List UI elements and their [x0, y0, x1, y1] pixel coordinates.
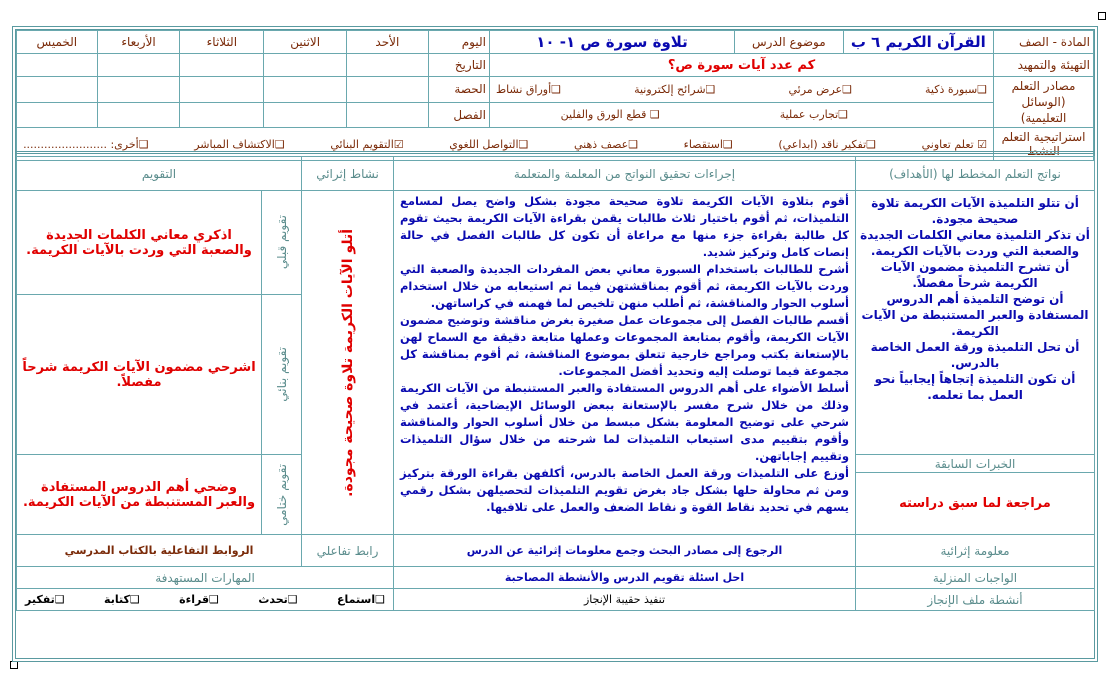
period-label: الحصة	[428, 77, 489, 103]
period-cell-monday[interactable]	[264, 77, 347, 103]
skill-writing-checkbox[interactable]: ❑كتابة	[104, 593, 140, 606]
date-label: التاريخ	[428, 54, 489, 77]
eval-form-value[interactable]: اشرحي مضمون الآيات الكريمة شرحاً مفصلاً.	[17, 295, 262, 455]
intro-value[interactable]: كم عدد آيات سورة ص؟	[489, 54, 993, 77]
enrichment-cell	[302, 191, 394, 535]
day-thursday: الخميس	[17, 31, 98, 54]
outcome-item: أن تحل التلميذة ورقة العمل الخاصة بالدرس.	[870, 340, 1080, 370]
outcome-item: أن تتلو التلميذة الآيات الكريمة تلاوة صحيحة مجودة.	[871, 196, 1079, 226]
strategy-cooperative-checkbox[interactable]: ☑ تعلم تعاوني	[921, 137, 988, 151]
topic-value[interactable]: تلاوة سورة ص ١- ١٠	[489, 31, 734, 54]
section-divider	[16, 151, 1094, 154]
date-cell-monday[interactable]	[264, 54, 347, 77]
date-cell-wednesday[interactable]	[97, 54, 180, 77]
procedure-paragraph: أوزع على التلميذات ورقة العمل الخاصة بالدرس، أكلفهن بقراءة الورقة بتركيز ومن ثم محاولة حلها بشكل جاد بغرض تقويم التلميذات لتحصيلهن بشكل رقمي يسهم في تحديد نقاط القوة و نقاط الضعف والعمل على تلافيها.	[400, 466, 849, 514]
date-cell-sunday[interactable]	[347, 54, 429, 77]
sources-options-2	[489, 102, 993, 128]
source-visual-checkbox[interactable]: ❑عرض مرئي	[788, 82, 852, 96]
period-cell-wednesday[interactable]	[97, 77, 180, 103]
eval-pre-label-cell	[262, 191, 302, 295]
class-cell-monday[interactable]	[264, 102, 347, 128]
period-cell-sunday[interactable]	[347, 77, 429, 103]
homework-value[interactable]: احل اسئلة تقويم الدرس والأنشطة المصاحبة	[394, 567, 856, 589]
sources-label: مصادر التعلم (الوسائل التعليمية)	[994, 77, 1094, 128]
source-smartboard-checkbox[interactable]: ❑سبورة ذكية	[925, 82, 988, 96]
prior-value[interactable]: مراجعة لما سبق دراسته	[856, 473, 1095, 535]
topic-label: موضوع الدرس	[735, 31, 844, 54]
procedure-paragraph: أقسم طالبات الفصل إلى مجموعات عمل صغيرة بغرض مناقشة وتوضيح مضمون الآيات الكريمة، وأقوم بمتابعة المجموعات وعملها متابعة دقيقة مع السماح لهن بالإستعانة بكتب ومراجع خارجية تتعلق بموضوع المناقشة، ثم أقوم بمناقشة كل مجموعة فيما توصلت إليه وتحديد أفضل المجموعات.	[400, 313, 849, 378]
skills-options	[17, 589, 394, 611]
source-experiments-checkbox[interactable]: ❑تجارب عملية	[779, 108, 849, 122]
day-wednesday: الأربعاء	[97, 31, 180, 54]
skill-reading-checkbox[interactable]: ❑قراءة	[179, 593, 219, 606]
outcome-item: أن تذكر التلميذة معاني الكلمات الجديدة والصعبة التي وردت بالآيات الكريمة.	[860, 228, 1090, 258]
subject-value[interactable]: القرآن الكريم ٦ ب	[843, 31, 993, 54]
eval-form-label: تقويم بنائي	[274, 347, 289, 402]
col-enrichment-header: نشاط إثرائي	[302, 157, 394, 191]
intro-label: التهيئة والتمهيد	[994, 54, 1094, 77]
procedures-cell	[394, 191, 856, 535]
col-outcomes-header: نواتج التعلم المخطط لها (الأهداف)	[856, 157, 1095, 191]
period-cell-thursday[interactable]	[17, 77, 98, 103]
class-cell-tuesday[interactable]	[180, 102, 264, 128]
strategy-label: استراتيجية التعلم النشط	[994, 128, 1094, 161]
link-value[interactable]: الروابط التفاعلية بالكتاب المدرسي	[17, 535, 302, 567]
class-cell-wednesday[interactable]	[97, 102, 180, 128]
strategy-inquiry-checkbox[interactable]: ❑استقصاء	[683, 137, 733, 151]
strategy-communication-checkbox[interactable]: ❑التواصل اللغوي	[449, 137, 529, 151]
eval-final-value[interactable]: وضحي أهم الدروس المستفادة والعبر المستنبطة من الآيات الكريمة.	[17, 455, 262, 535]
strategy-discovery-checkbox[interactable]: ❑الاكتشاف المباشر	[194, 137, 285, 151]
source-worksheets-checkbox[interactable]: ❑أوراق نشاط	[496, 82, 562, 96]
day-monday: الاثنين	[264, 31, 347, 54]
period-cell-tuesday[interactable]	[180, 77, 264, 103]
eval-final-label-cell	[262, 455, 302, 535]
portfolio-value[interactable]: تنفيذ حقيبة الإنجاز	[394, 589, 856, 611]
eval-form-label-cell	[262, 295, 302, 455]
strategy-critical-thinking-checkbox[interactable]: ❑تفكير ناقد (ابداعي)	[778, 137, 876, 151]
date-cell-tuesday[interactable]	[180, 54, 264, 77]
header-table	[16, 30, 1094, 161]
subject-label: المادة - الصف	[994, 31, 1094, 54]
source-paper-cork-checkbox[interactable]: ❑ قطع الورق والفلين	[560, 108, 660, 122]
enrich-info-label: معلومة إثرائية	[856, 535, 1095, 567]
skills-label: المهارات المستهدفة	[17, 567, 394, 589]
procedure-paragraph: أسلط الأضواء على أهم الدروس المستفادة والعبر المستنبطة من الآيات الكريمة وذلك من خلال شرح مفسر بالإستعانة ببعض الوسائل الإيضاحية، أعتمد في شرحي على توضيح المعلومة بشكل مبسط من خلال أسلوب الحوار والمناقشة وأقوم بتقييم مدى استيعاب التلميذات لما شرحته من خلال سؤال التلميذات وتقييم إجاباتهن.	[400, 381, 849, 463]
outcome-item: أن تشرح التلميذة مضمون الآيات الكريمة شرحاً مفصلاً.	[880, 260, 1070, 290]
skill-speaking-checkbox[interactable]: ❑تحدث	[258, 593, 298, 606]
body-table	[16, 156, 1095, 611]
class-label: الفصل	[428, 102, 489, 128]
day-tuesday: الثلاثاء	[180, 31, 264, 54]
sources-options	[489, 77, 993, 103]
strategy-other-checkbox[interactable]: ❑أخرى: ........................	[23, 137, 149, 151]
enrichment-text: أتلو الآيات الكريمة تلاوة صحيحة مجودة.	[339, 228, 356, 497]
resize-handle-bottom[interactable]	[10, 661, 18, 669]
outcome-item: أن تكون التلميذة إتجاهاً إيجابياً نحو العمل بما تعلمه.	[874, 372, 1076, 402]
class-cell-thursday[interactable]	[17, 102, 98, 128]
day-label: اليوم	[428, 31, 489, 54]
link-label: رابط تفاعلي	[302, 535, 394, 567]
class-cell-sunday[interactable]	[347, 102, 429, 128]
skill-listening-checkbox[interactable]: ❑استماع	[337, 593, 385, 606]
resize-handle-top[interactable]	[1098, 12, 1106, 20]
homework-label: الواجبات المنزلية	[856, 567, 1095, 589]
eval-pre-value[interactable]: اذكري معاني الكلمات الجديدة والصعبة التي وردت بالآيات الكريمة.	[17, 191, 262, 295]
portfolio-label: أنشطة ملف الإنجاز	[856, 589, 1095, 611]
col-evaluation-header: التقويم	[17, 157, 302, 191]
strategy-brainstorm-checkbox[interactable]: ❑عصف ذهني	[574, 137, 639, 151]
day-sunday: الأحد	[347, 31, 429, 54]
date-cell-thursday[interactable]	[17, 54, 98, 77]
skill-thinking-checkbox[interactable]: ❑تفكير	[25, 593, 65, 606]
prior-label: الخبرات السابقة	[856, 455, 1095, 473]
eval-final-label: تقويم ختامي	[274, 463, 289, 526]
outcomes-list	[856, 191, 1095, 455]
enrich-info-value[interactable]: الرجوع إلى مصادر البحث وجمع معلومات إثرائية عن الدرس	[394, 535, 856, 567]
col-procedures-header: إجراءات تحقيق النواتج من المعلمة والمتعلمة	[394, 157, 856, 191]
outcome-item: أن توضح التلميذة أهم الدروس المستفادة والعبر المستنبطة من الآيات الكريمة.	[861, 292, 1089, 338]
procedure-paragraph: أقوم بتلاوة الآيات الكريمة تلاوة صحيحة مجودة بشكل واضح يصل لمسامع التلميذات، ثم أقوم باختيار ثلاث طالبات يقمن بقراءة الآيات الكريمة بحيث تقوم كل طالبة بقراءة جزء منها مع مراعاة أن تكون كل طالبات الفصل في حالة إنصات كامل وتركيز شديد.	[400, 194, 849, 259]
source-slides-checkbox[interactable]: ❑شرائح إلكترونية	[634, 82, 716, 96]
eval-pre-label: تقويم قبلي	[274, 215, 289, 270]
strategy-formative-checkbox[interactable]: ☑التقويم البنائي	[330, 137, 404, 151]
procedure-paragraph: أشرح للطالبات باستخدام السبورة معاني بعض المفردات الجديدة والصعبة التي وردت بالآيات الكريمة، ثم أقوم بمناقشتهن فيما تم استيعابه من خلال استخدام أسلوب الحوار والمناقشة، ثم أطلب منهن تلخيص لما فهمنه في كراساتهن.	[400, 262, 849, 310]
